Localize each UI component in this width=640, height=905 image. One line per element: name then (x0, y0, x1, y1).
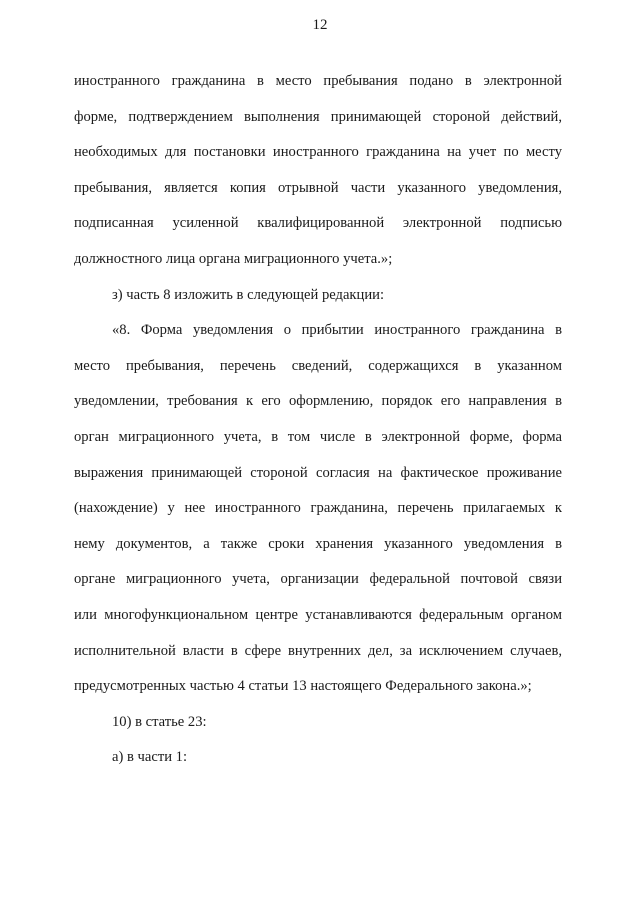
text-line: выражения принимающей стороной согласия на фактическое проживание (74, 464, 562, 481)
text-line: исполнительной власти в сфере внутренних дел, за исключением случаев, (74, 642, 562, 659)
text-line: «8. Форма уведомления о прибытии иностранного гражданина в (112, 322, 562, 339)
text-line: место пребывания, перечень сведений, содержащихся в указанном (74, 357, 562, 374)
text-line: форме, подтверждением выполнения принимающей стороной действий, (74, 108, 562, 125)
paragraph-part-8 (74, 313, 562, 705)
text-line: пребывания, является копия отрывной части указанного уведомления, (74, 179, 562, 196)
text-line: иностранного гражданина в место пребывания подано в электронной (74, 73, 562, 89)
text-line: необходимых для постановки иностранного гражданина на учет по месту (74, 144, 562, 161)
text-line: должностного лица органа миграционного учета.»; (74, 250, 393, 267)
text-line: подписанная усиленной квалифицированной электронной подписью (74, 215, 562, 232)
text-line: предусмотренных частью 4 статьи 13 настоящего Федерального закона.»; (74, 678, 532, 695)
text-line: а) в части 1: (112, 749, 188, 766)
text-line: уведомлении, требования к его оформлению, порядок его направления в (74, 393, 562, 410)
text-line: (нахождение) у нее иностранного гражданина, перечень прилагаемых к (74, 500, 562, 517)
text-line: орган миграционного учета, в том числе в электронной форме, форма (74, 428, 562, 445)
paragraph-item-a (74, 740, 562, 776)
text-line: или многофункциональном центре устанавливаются федеральным органом (74, 606, 562, 623)
text-line: нему документов, а также сроки хранения указанного уведомления в (74, 535, 562, 552)
page-number: 12 (312, 17, 328, 33)
text-line: з) часть 8 изложить в следующей редакции: (112, 286, 385, 303)
text-line: органе миграционного учета, организации федеральной почтовой связи (74, 571, 562, 588)
paragraph-continuation (74, 64, 562, 278)
paragraph-item-z (74, 278, 562, 314)
paragraph-item-10 (74, 705, 562, 741)
document-body (74, 64, 562, 776)
text-line: 10) в статье 23: (112, 713, 207, 730)
